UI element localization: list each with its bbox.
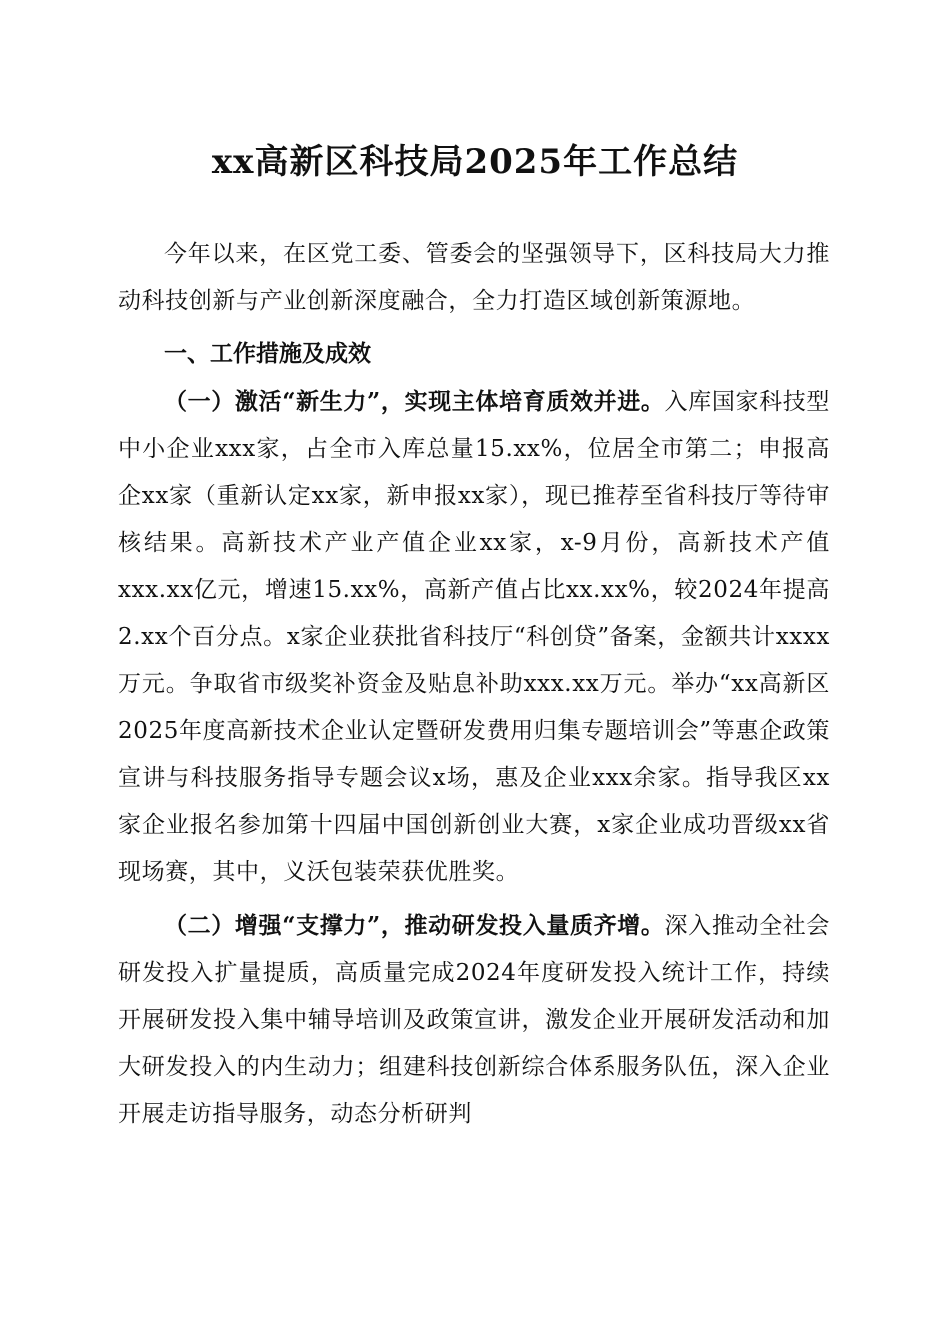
section-heading: 一、工作措施及成效	[164, 341, 371, 367]
item-2-paragraph	[118, 902, 830, 1138]
intro-paragraph: 今年以来，在区党工委、管委会的坚强领导下，区科技局大力推动科技创新与产业创新深度融合，全力打造区域创新策源地。	[118, 241, 830, 314]
document-title: xx高新区科技局2025年工作总结	[211, 142, 739, 182]
item-1-lead: （一）激活“新生力”，实现主体培育质效并进。	[164, 388, 665, 415]
item-1-text: 入库国家科技型中小企业xxx家，占全市入库总量15.xx%，位居全市第二；申报高企xx家（重新认定xx家，新申报xx家），现已推荐至省科技厅等待审核结果。高新技术产业产值企业xx家，x-9月份，高新技术产值xxx.xx亿元，增速15.xx%，高新产值占比xx.xx%，较2024年提高2.xx个百分点。x家企业获批省科技厅“科创贷”备案，金额共计xxxx万元。争取省市级奖补资金及贴息补助xxx.xx万元。举办“xx高新区2025年度高新技术企业认定暨研发费用归集专题培训会”等惠企政策宣讲与科技服务指导专题会议x场，惠及企业xxx余家。指导我区xx家企业报名参加第十四届中国创新创业大赛，x家企业成功晋级xx省现场赛，其中，义沃包装荣获优胜奖。	[118, 389, 830, 885]
item-2-lead: （二）增强“支撑力”，推动研发投入量质齐增。	[164, 912, 665, 939]
item-1-paragraph	[118, 378, 830, 896]
document-body	[118, 231, 830, 1138]
item-2-text: 深入推动全社会研发投入扩量提质，高质量完成2024年度研发投入统计工作，持续开展研发投入集中辅导培训及政策宣讲，激发企业开展研发活动和加大研发投入的内生动力；组建科技创新综合体系服务队伍，深入企业开展走访指导服务，动态分析研判	[118, 913, 830, 1127]
